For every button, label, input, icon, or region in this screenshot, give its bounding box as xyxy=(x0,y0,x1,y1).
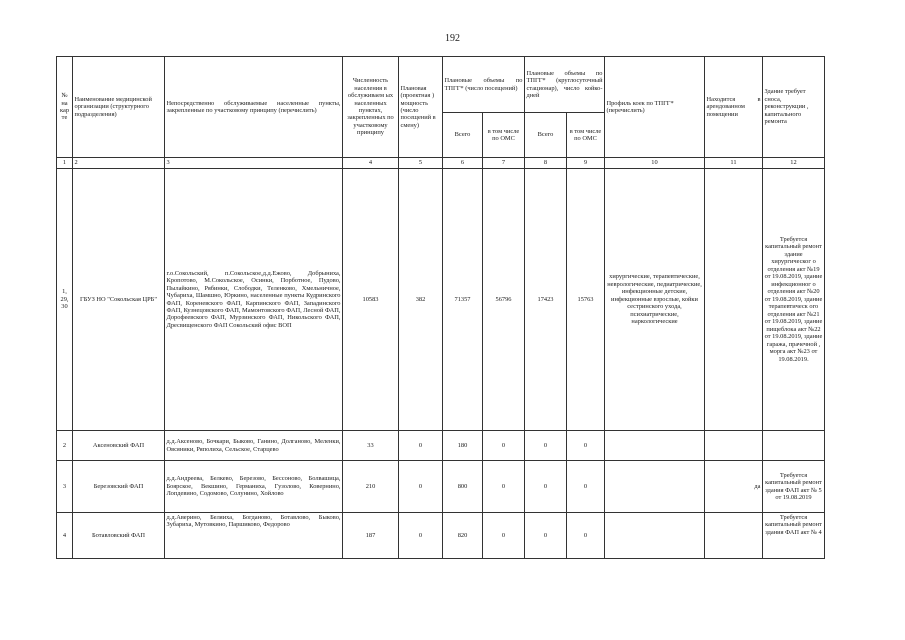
col-number: 4 xyxy=(343,158,399,169)
header-visits-oms: в том числе по ОМС xyxy=(483,113,525,158)
column-number-row xyxy=(57,158,825,169)
row-repair: Требуется капитальный ремонт здания ФАП акт № 5 от 19.08.2019 xyxy=(763,461,825,513)
row-points: д.д.Андреева, Белкево, Березово, Бессоново, Болвашица, Боярское, Векшино, Германиха, Гузолово, Ковернино, Лопдевино, Содомово, Солунино, Хойлово xyxy=(165,461,343,513)
header-col-11: Находится в арендованном помещении xyxy=(705,57,763,158)
col-number: 5 xyxy=(399,158,443,169)
col-number: 6 xyxy=(443,158,483,169)
header-col-4: Численность населения в обслуживаем ых населенных пунктах, закрепленных по участковому принципу xyxy=(343,57,399,158)
row-visits-total: 71357 xyxy=(443,169,483,431)
row-beds-total: 0 xyxy=(525,461,567,513)
row-profile xyxy=(605,461,705,513)
row-capacity: 0 xyxy=(399,461,443,513)
col-number: 8 xyxy=(525,158,567,169)
header-col-3: Непосредственно обслуживаемые населенные пункты, закрепленные по участковому принципу (перечислить) xyxy=(165,57,343,158)
header-row-1 xyxy=(57,57,825,113)
header-visits-total: Всего xyxy=(443,113,483,158)
row-name: Ботавловский ФАП xyxy=(73,513,165,559)
row-profile xyxy=(605,513,705,559)
row-capacity: 382 xyxy=(399,169,443,431)
row-visits-oms: 0 xyxy=(483,513,525,559)
row-points: г.о.Сокольский, п.Сокольское,д.д.Ежово, Добрыниха, Кропотово, М.Сокольское, Осинки, Порботное, Пудово, Пылайкино, Рябинки, Слободки, Теленково, Хмельничное, Чубариха, Шамшно, Юркино, населенные пункты Кудринского ФАП, Кореневского ФАП, Карпинского ФАП, Западинского ФАП, Кузнецовского ФАП, Мамонтовского ФАП, Лесной ФАП, Дорофеевского ФАП, Мурзинского ФАП, Никольского ФАП, Дресвищенского ФАП Сокольский офис ВОП xyxy=(165,169,343,431)
table-row xyxy=(57,169,825,431)
row-name: Аксеновский ФАП xyxy=(73,431,165,461)
row-visits-oms: 56796 xyxy=(483,169,525,431)
header-beds-oms: в том числе по ОМС xyxy=(567,113,605,158)
row-rented xyxy=(705,513,763,559)
col-number: 2 xyxy=(73,158,165,169)
row-population: 187 xyxy=(343,513,399,559)
row-profile xyxy=(605,431,705,461)
row-name: Березовский ФАП xyxy=(73,461,165,513)
col-number: 1 xyxy=(57,158,73,169)
header-col-12: Здание требует сноса, реконструкции , капитального ремонта xyxy=(763,57,825,158)
row-beds-total: 0 xyxy=(525,513,567,559)
row-beds-oms: 0 xyxy=(567,513,605,559)
row-beds-oms: 0 xyxy=(567,461,605,513)
row-name: ГБУЗ НО "Сокольская ЦРБ" xyxy=(73,169,165,431)
row-rented xyxy=(705,431,763,461)
facilities-table xyxy=(56,56,825,559)
row-beds-total: 0 xyxy=(525,431,567,461)
row-visits-total: 800 xyxy=(443,461,483,513)
header-beds-total: Всего xyxy=(525,113,567,158)
row-population: 33 xyxy=(343,431,399,461)
col-number: 12 xyxy=(763,158,825,169)
row-repair xyxy=(763,431,825,461)
row-points: д.д.Аверино, Беляиха, Богданово, Ботавлово, Быково, Зубариха, Мутовкино, Паршиково, Федорово xyxy=(165,513,343,559)
row-rented xyxy=(705,169,763,431)
header-group-beds: Плановые объемы по ТПГГ* (круглосуточный стационар), число койко-дней xyxy=(525,57,605,113)
col-number: 3 xyxy=(165,158,343,169)
row-capacity: 0 xyxy=(399,431,443,461)
row-profile: хирургические, терапевтические, неврологические, педиатрические, инфекционные детские, инфекционные взрослые, койки сестринского ухода, психиатрические, наркологические xyxy=(605,169,705,431)
row-beds-oms: 0 xyxy=(567,431,605,461)
row-capacity: 0 xyxy=(399,513,443,559)
header-col-1: № на кар те xyxy=(57,57,73,158)
row-population: 10583 xyxy=(343,169,399,431)
row-beds-total: 17423 xyxy=(525,169,567,431)
row-num: 1, 29, 30 xyxy=(57,169,73,431)
row-repair: Требуется капитальный ремонт здания ФАП акт № 4 xyxy=(763,513,825,559)
row-points: д.д.Аксеново, Бочкари, Быково, Ганино, Долганово, Меленки, Овсяники, Ряполиха, Сельское, Старцево xyxy=(165,431,343,461)
row-population: 210 xyxy=(343,461,399,513)
row-visits-total: 180 xyxy=(443,431,483,461)
col-number: 11 xyxy=(705,158,763,169)
row-num: 2 xyxy=(57,431,73,461)
table-row xyxy=(57,431,825,461)
table-row xyxy=(57,461,825,513)
header-col-5: Плановая (проектная ) мощность (число посещений в смену) xyxy=(399,57,443,158)
row-rented: да xyxy=(705,461,763,513)
row-visits-oms: 0 xyxy=(483,431,525,461)
row-visits-total: 820 xyxy=(443,513,483,559)
header-group-visits: Плановые объемы по ТПГГ* (число посещений) xyxy=(443,57,525,113)
row-visits-oms: 0 xyxy=(483,461,525,513)
row-num: 4 xyxy=(57,513,73,559)
row-num: 3 xyxy=(57,461,73,513)
col-number: 9 xyxy=(567,158,605,169)
col-number: 10 xyxy=(605,158,705,169)
col-number: 7 xyxy=(483,158,525,169)
header-col-2: Наименование медицинской организации (структурного подразделения) xyxy=(73,57,165,158)
table-row xyxy=(57,513,825,559)
row-beds-oms: 15763 xyxy=(567,169,605,431)
page-number: 192 xyxy=(445,33,460,44)
header-col-10: Профиль коек по ТПГГ* (перечислить) xyxy=(605,57,705,158)
row-repair: Требуется капитальный ремонт здание хирургическог о отделения акт №19 от 19.08.2019, здание инфекционног о отделения акт №20 от 19.08.2019, здание терапевтическ ого отделения акт №21 от 19.08.2019, здание пищеблока акт №22 от 19.08.2019, здание гаража, прачечной , морга акт №23 от 19.08.2019. xyxy=(763,169,825,431)
